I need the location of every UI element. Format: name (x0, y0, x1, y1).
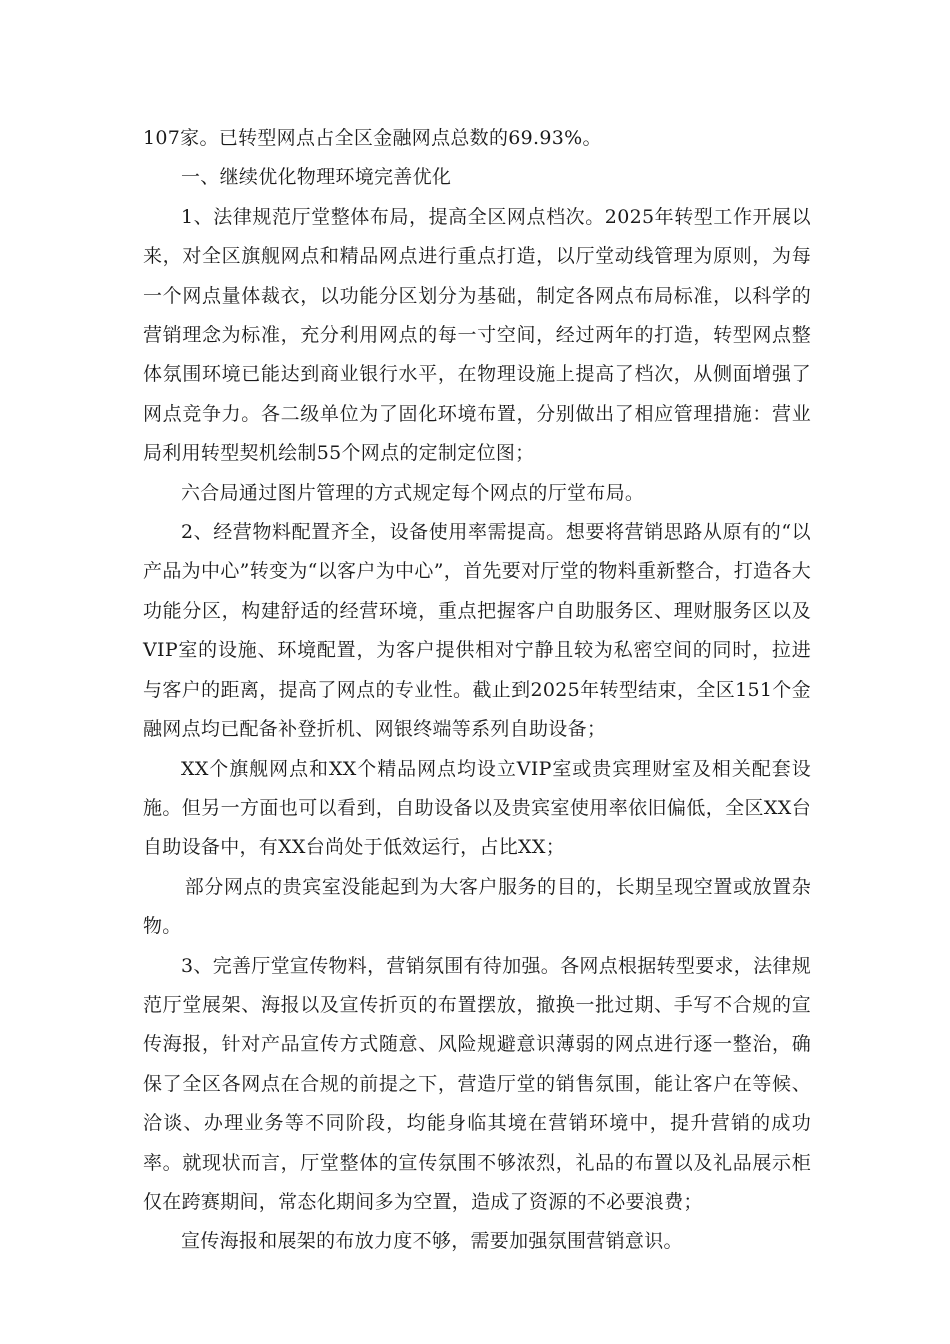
paragraph: 3、完善厅堂宣传物料，营销氛围有待加强。各网点根据转型要求，法律规范厅堂展架、海报以及宣传折页的布置摆放，撤换一批过期、手写不合规的宣传海报，针对产品宣传方式随意、风险规避意识薄弱的网点进行逐一整治，确保了全区各网点在合规的前提之下，营造厅堂的销售氛围，能让客户在等候、洽谈、办理业务等不同阶段，均能身临其境在营销环境中，提升营销的成功率。就现状而言，厅堂整体的宣传氛围不够浓烈，礼品的布置以及礼品展示柜仅在跨赛期间，常态化期间多为空置，造成了资源的不必要浪费； (143, 954, 811, 1213)
document-body (143, 119, 811, 1262)
paragraph: 宣传海报和展架的布放力度不够，需要加强氛围营销意识。 (181, 1230, 683, 1253)
paragraph: XX个旗舰网点和XX个精品网点均设立VIP室或贵宾理财室及相关配套设施。但另一方面也可以看到，自助设备以及贵宾室使用率依旧偏低，全区XX台自助设备中，有XX台尚处于低效运行，占比XX； (143, 757, 811, 859)
paragraph-continuation: 107家。已转型网点占全区金融网点总数的69.93%。 (143, 127, 602, 149)
paragraph: 六合局通过图片管理的方式规定每个网点的厅堂布局。 (181, 481, 645, 504)
paragraph: 2、经营物料配置齐全，设备使用率需提高。想要将营销思路从原有的“以产品为中心”转变为“以客户为中心”，首先要对厅堂的物料重新整合，打造各大功能分区，构建舒适的经营环境，重点把握客户自助服务区、理财服务区以及VIP室的设施、环境配置，为客户提供相对宁静且较为私密空间的同时，拉进与客户的距离，提高了网点的专业性。截止到2025年转型结束，全区151个金融网点均已配备补登折机、网银终端等系列自助设备； (143, 521, 811, 741)
paragraph: 部分网点的贵宾室没能起到为大客户服务的目的，长期呈现空置或放置杂物。 (143, 875, 811, 938)
section-heading: 一、继续优化物理环境完善优化 (181, 166, 452, 189)
paragraph: 1、法律规范厅堂整体布局，提高全区网点档次。2025年转型工作开展以来，对全区旗舰网点和精品网点进行重点打造，以厅堂动线管理为原则，为每一个网点量体裁衣，以功能分区划分为基础，制定各网点布局标准，以科学的营销理念为标准，充分利用网点的每一寸空间，经过两年的打造，转型网点整体氛围环境已能达到商业银行水平，在物理设施上提高了档次，从侧面增强了网点竞争力。各二级单位为了固化环境布置，分别做出了相应管理措施：营业局利用转型契机绘制55个网点的定制定位图； (143, 205, 811, 465)
